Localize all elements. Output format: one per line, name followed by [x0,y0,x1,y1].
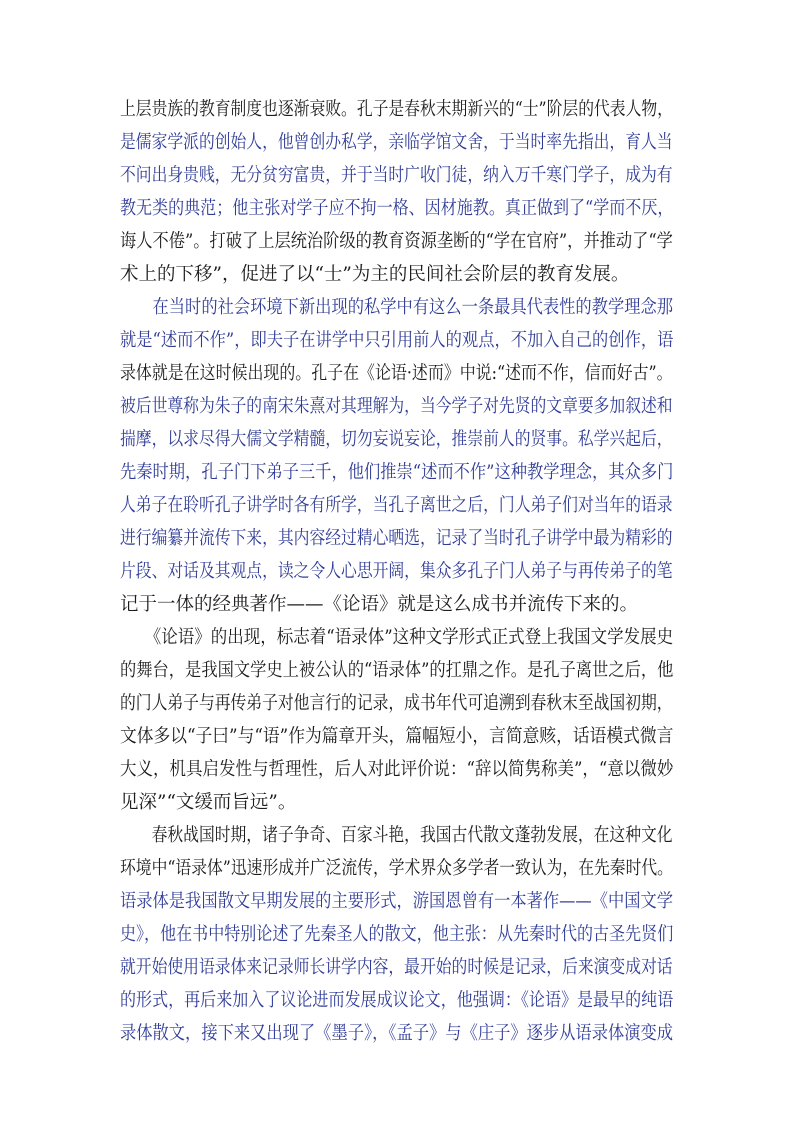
text-line: 揣摩，以求尽得大儒文学精髓，切勿妄说妄论，推崇前人的贤事。私学兴起后， [120,429,673,450]
text-line: 就开始使用语录体来记录师长讲学内容，最开始的时候是记录，后来演变成对话 [120,957,673,978]
text-line: 就是“述而不作”，即夫子在讲学中只引用前人的观点，不加入自己的创作，语 [120,330,674,351]
text-line: 的形式，再后来加入了议论进而发展成议论文，他强调：《论语》是最早的纯语 [120,990,674,1011]
text-line: 大义，机具启发性与哲理性，后人对此评价说：“辞以简隽称美”，“意以微妙 [120,759,674,780]
text-line: 《论语》的出现，标志着“语录体”这种文学形式正式登上我国文学发展史 [120,627,674,648]
text-line: 录体就是在这时候出现的。孔子在《论语·述而》中说:“述而不作，信而好古”。 [120,363,673,384]
text-line: 教无类的典范；他主张对学子应不拘一格、因材施教。真正做到了“学而不厌， [120,198,674,219]
text-line: 录体散文，接下来又出现了《墨子》，《孟子》与《庄子》逐步从语录体演变成 [120,1023,674,1044]
text-line: 的舞台，是我国文学史上被公认的“语录体”的扛鼎之作。是孔子离世之后，他 [120,660,674,681]
text-line: 见深”“文缓而旨远”。 [120,792,297,813]
text-line: 文体多以“子曰”与“语”作为篇章开头，篇幅短小，言简意赅，话语模式微言 [120,726,674,747]
text-line: 人弟子在聆听孔子讲学时各有所学，当孔子离世之后，门人弟子们对当年的语录 [120,495,673,516]
text-line: 语录体是我国散文早期发展的主要形式，游国恩曾有一本著作——《中国文学 [120,891,674,912]
text-line: 环境中“语录体”迅速形成并广泛流传，学术界众多学者一致认为，在先秦时代。 [120,858,673,879]
text-line: 术上的下移”，促进了以“士”为主的民间社会阶层的教育发展。 [120,264,630,285]
text-line: 在当时的社会环境下新出现的私学中有这么一条最具代表性的教学理念那 [120,297,674,318]
text-line: 史》，他在书中特别论述了先秦圣人的散文，他主张：从先秦时代的古圣先贤们 [120,924,674,945]
text-line: 是儒家学派的创始人，他曾创办私学，亲临学馆文舍，于当时率先指出，育人当 [120,132,673,153]
text-line: 上层贵族的教育制度也逐渐衰败。孔子是春秋末期新兴的“士”阶层的代表人物， [120,99,673,120]
text-line: 被后世尊称为朱子的南宋朱熹对其理解为，当今学子对先贤的文章要多加叙述和 [120,396,673,417]
text-line: 的门人弟子与再传弟子对他言行的记录，成书年代可追溯到春秋末至战国初期， [120,693,673,714]
text-line: 春秋战国时期，诸子争奇、百家斗艳，我国古代散文蓬勃发展，在这种文化 [120,825,673,846]
text-line: 先秦时期，孔子门下弟子三千，他们推崇“述而不作”这种教学理念，其众多门 [120,462,674,483]
text-line: 记于一体的经典著作——《论语》就是这么成书并流传下来的。 [120,594,639,615]
text-line: 不问出身贵贱，无分贫穷富贵，并于当时广收门徒，纳入万千寒门学子，成为有 [120,165,673,186]
text-line: 进行编纂并流传下来，其内容经过精心晒选，记录了当时孔子讲学中最为精彩的 [120,528,673,549]
text-line: 片段、对话及其观点，读之令人心思开阔，集众多孔子门人弟子与再传弟子的笔 [120,561,673,582]
text-line: 诲人不倦”。打破了上层统治阶级的教育资源垄断的“学在官府”，并推动了“学 [120,231,673,252]
